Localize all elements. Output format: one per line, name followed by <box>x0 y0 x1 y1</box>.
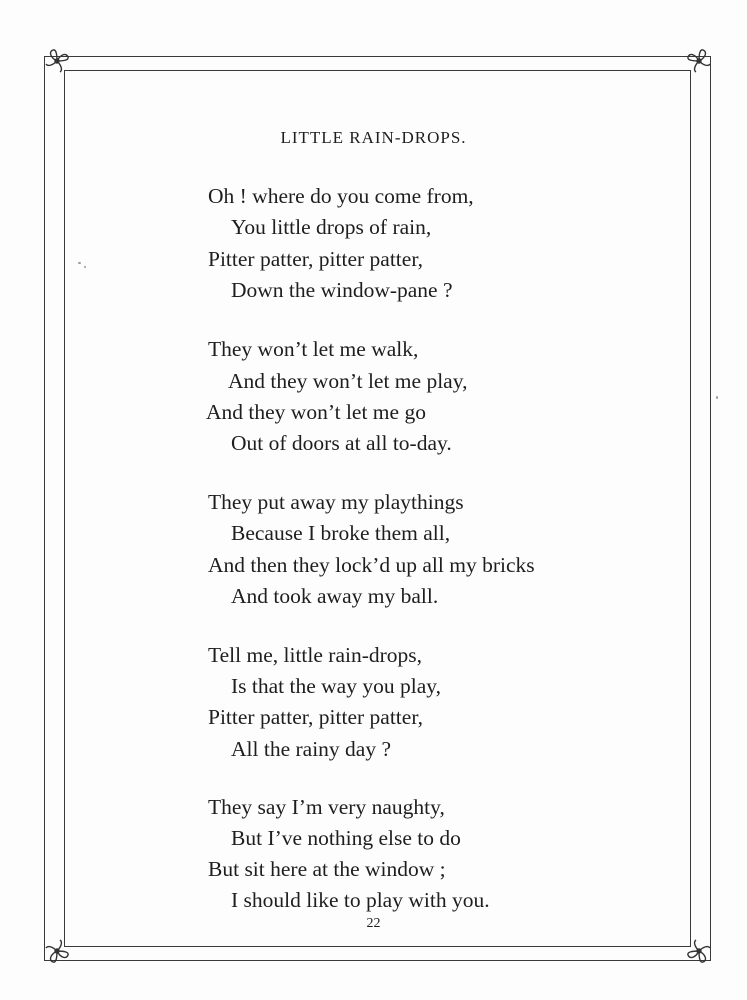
poem-line: I should like to play with you. <box>231 888 490 912</box>
poem-line: Pitter patter, pitter patter, <box>208 705 423 729</box>
poem-line: Oh ! where do you come from, <box>208 184 474 208</box>
poem-line: Tell me, little rain-drops, <box>208 643 423 667</box>
poem-line: Because I broke them all, <box>231 521 451 545</box>
poem-line: Out of doors at all to-day. <box>231 431 452 455</box>
poem-line: And they won’t let me go <box>206 400 426 424</box>
poem-line: They put away my playthings <box>208 490 464 514</box>
poem-line: Is that the way you play, <box>231 674 441 698</box>
poem-line: They won’t let me walk, <box>208 337 419 361</box>
page-number: 22 <box>366 916 381 931</box>
poem-line: And they won’t let me play, <box>228 369 468 393</box>
poem-line: Down the window-pane ? <box>231 278 453 302</box>
poem-title: LITTLE RAIN-DROPS. <box>280 128 467 147</box>
poem-line: And took away my ball. <box>231 584 439 608</box>
poem-line: All the rainy day ? <box>231 737 392 761</box>
poem-line: Pitter patter, pitter patter, <box>208 247 423 271</box>
poem-line: But sit here at the window ; <box>208 857 446 881</box>
poem-line: And then they lock’d up all my bricks <box>208 553 535 577</box>
poem-line: They say I’m very naughty, <box>208 795 445 819</box>
poem-line: You little drops of rain, <box>231 215 432 239</box>
poem-line: But I’ve nothing else to do <box>231 826 461 850</box>
